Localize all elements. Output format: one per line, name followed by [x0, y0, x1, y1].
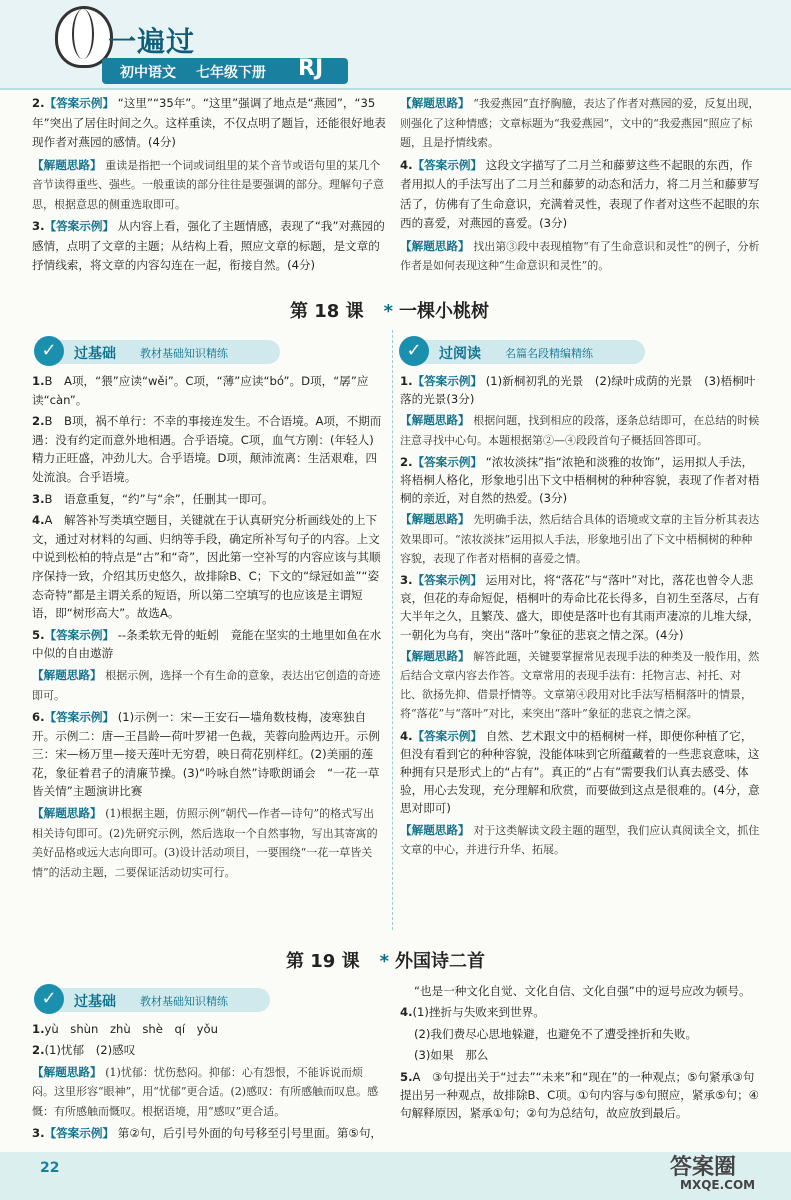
- check-icon: ✓: [34, 336, 64, 366]
- top-right-column: [400, 94, 760, 279]
- answer-entry: [400, 982, 760, 1000]
- section-subtitle: 教材基础知识精练: [140, 347, 228, 360]
- answer-entry: [400, 237, 760, 276]
- answer-entry: [32, 666, 384, 705]
- star-icon: *: [379, 951, 390, 972]
- answer-entry: [32, 372, 384, 409]
- column-divider: [392, 330, 393, 930]
- question-number: 5.: [400, 1069, 413, 1084]
- question-number: 1.: [32, 1022, 45, 1036]
- answer-entry: [400, 1046, 760, 1064]
- answer-entry: [32, 94, 388, 153]
- question-number: 4.: [400, 728, 413, 743]
- answer-text: “这里”“35年”。“这里”强调了地点是“燕园”，“35年”突出了居住时间之久。这样重读，不仅点明了题旨，还能很好地表现作者对燕园的感情。(4分): [32, 96, 386, 149]
- question-number: 6.: [32, 710, 45, 725]
- section-reading-header: [405, 340, 645, 364]
- lesson-18-heading: [290, 297, 489, 323]
- answer-entry: [400, 510, 760, 568]
- page-header: [0, 0, 791, 90]
- hint-text: (1)忧郁：忧伤愁闷。抑郁：心有怨恨，不能诉说而烦闷。这里形容“眼神”，用“忧郁”更合适。(2)感叹：有所感触而叹息。感慨：有所感触而慨叹。根据语境，用“感叹”更合适。: [32, 1065, 379, 1118]
- answer-entry: [32, 1041, 384, 1059]
- section-subtitle: 名篇名段精编精练: [505, 347, 593, 360]
- lesson-19-heading: [286, 947, 485, 973]
- check-icon: ✓: [34, 984, 64, 1014]
- answer-tag: 【答案示例】: [44, 627, 115, 642]
- answer-text: 从内容上看，强化了主题情感，表现了“我”对燕园的感情，点明了文章的主题；从结构上看，照应文章的标题，是文章的抒情线索，将文章的内容勾连在一起，衔接自然。(4分): [32, 219, 385, 272]
- lesson-title: 一棵小桃树: [399, 301, 490, 322]
- answer-tag: 【答案示例】: [412, 573, 483, 588]
- answer-tag: 【答案示例】: [44, 710, 115, 725]
- lesson-title: 外国诗二首: [395, 951, 486, 972]
- hint-tag: 【解题思路】: [32, 667, 102, 682]
- answer-text: (1)忧郁 (2)感叹: [44, 1043, 136, 1058]
- lesson-number: 第 18 课: [290, 301, 364, 322]
- section-title: 过基础: [74, 994, 116, 1010]
- answer-text: 自然、艺术跟文中的梧桐树一样，即便你种植了它，但没有看到它的种种容貌，没能体味到它所蕴藏着的一些悲哀意味，这种拥有只是形式上的“占有”。真正的“占有”需要我们认真去感受、体验，用心去发现，充分理解和欣赏，而要做到这点是很难的。(4分，意思对即可): [400, 728, 760, 816]
- question-number: 2.: [400, 454, 413, 469]
- answer-text: 第②句，后引号外面的句号移至引号里面。第⑤句，: [117, 1126, 383, 1141]
- top-left-column: [32, 94, 388, 279]
- question-number: 3.: [400, 573, 413, 588]
- mid-right-column: [400, 372, 760, 862]
- answer-entry: [400, 453, 760, 508]
- question-number: 3.: [32, 1126, 45, 1141]
- answer-tag: 【答案示例】: [44, 219, 115, 233]
- hint-tag: 【解题思路】: [400, 413, 470, 428]
- watermark-url: MXQE.COM: [680, 1178, 756, 1192]
- lesson-number: 第 19 课: [286, 951, 360, 972]
- answer-text: B A项，“猥”应读“wěi”。C项，“薄”应读“bó”。D项，“孱”应读“càn”。: [32, 374, 369, 407]
- answer-tag: 【答案示例】: [412, 454, 483, 469]
- answer-entry: [32, 804, 384, 882]
- question-number: 4.: [32, 513, 45, 528]
- edition-label: RJ: [298, 56, 324, 81]
- mid-left-column: [32, 372, 384, 885]
- watermark-logo: 答案圈: [670, 1155, 737, 1180]
- bottom-left-column: [32, 1020, 384, 1145]
- answer-text: (1)示例一：宋—王安石—墙角数枝梅，凌寒独自开。示例二：唐—王昌龄—荷叶罗裙一色裁，芙蓉向脸两边开。示例三：宋—杨万里—接天莲叶无穷碧，映日荷花别样红。(2)美丽的莲花，象征着君子的清廉节操。(3)“吟咏自然”诗歌朗诵会 “一花一草皆关情”主题演讲比赛: [32, 710, 380, 799]
- answer-entry: [400, 411, 760, 449]
- answer-text: A ③句提出关于“过去”“未来”和“现在”的一种观点；⑤句紧承③句提出另一种观点，故排除B、C项。①句内容与⑤句照应，紧承⑤句；④句解释原因，紧承①句；②句为总结句，故应放到最后。: [400, 1069, 760, 1121]
- question-number: 3.: [32, 491, 45, 506]
- answer-text: 运用对比，将“落花”与“落叶”对比，落花也曾令人悲哀，但花的寿命短促，梧桐叶的寿命比花长得多，自初生至落尽，占有大半年之久，且繁茂、盛大，即使是落叶也有其雨声凄凉的儿堆大绿，一朝化为乌有，突出“落叶”象征的悲哀之情之深。(4分): [400, 573, 760, 642]
- question-number: 4.: [400, 157, 413, 172]
- hint-text: 重读是指把一个词或词组里的某个音节或语句里的某几个音节读得重些、强些。一般重读的部分往往是要强调的部分。理解句子意思，根据意思的侧重选取即可。: [32, 158, 384, 211]
- hint-text: 根据示例，选择一个有生命的意象，表达出它创造的奇迹即可。: [32, 668, 381, 702]
- section-title: 过基础: [74, 346, 116, 362]
- question-number: 2.: [32, 1043, 45, 1058]
- answer-entry: [32, 1124, 384, 1142]
- answer-entry: [400, 94, 760, 153]
- answer-text: “浓妆淡抹”指“浓艳和淡雅的妆饰”，运用拟人手法，将梧桐人格化，形象地引出下文中梧桐树的种种容貌，表现了作者对梧桐的亲近，对自然的热爱。(3分): [400, 454, 760, 506]
- answer-tag: 【答案示例】: [44, 96, 115, 110]
- answer-tag: 【答案示例】: [412, 157, 483, 172]
- answer-tag: 【答案示例】: [412, 728, 483, 743]
- question-number: 4.: [400, 1005, 413, 1020]
- question-number: 2.: [32, 96, 45, 110]
- answer-tag: 【答案示例】: [412, 374, 483, 388]
- answer-text: (1)挫折与失败来到世界。: [412, 1005, 545, 1020]
- answer-entry: [400, 1025, 760, 1043]
- answer-text: B B项，祸不单行：不幸的事接连发生。不合语境。A项，不期而遇：没有约定而意外地相遇。合乎语境。C项，血气方刚：(年轻人)精力正旺盛，冲劲儿大。合乎语境。D项，颠沛流离：生活艰难，四处流浪。合乎语境。: [32, 414, 382, 484]
- answer-text: “也是一种文化自觉、文化自信、文化自强”中的逗号应改为顿号。: [414, 984, 751, 998]
- answer-text: (1)新桐初乳的光景 (2)绿叶成荫的光景 (3)梧桐叶落的光景(3分): [400, 374, 756, 407]
- answer-entry: [32, 626, 384, 663]
- section-subtitle: 教材基础知识精练: [140, 995, 228, 1008]
- answer-entry: [32, 490, 384, 509]
- answer-entry: [32, 1020, 384, 1038]
- answer-entry: [32, 156, 388, 215]
- check-icon: ✓: [399, 336, 429, 366]
- hint-text: 解答此题，关键要掌握常见表现手法的种类及一般作用，然后结合文章内容去作答。文章常用的表现手法有：托物言志、衬托、对比、欲扬先抑、借景抒情等。文章第④段用对比手法写梧桐落叶的情景，将“落花”与“落叶”对比，来突出“落叶”象征的悲哀之情之深。: [400, 649, 760, 721]
- answer-entry: [400, 156, 760, 234]
- hint-tag: 【解题思路】: [400, 648, 470, 663]
- answer-text: (2)我们费尽心思地躲避，也避免不了遭受挫折和失败。: [414, 1026, 698, 1041]
- hint-text: 先明确手法，然后结合具体的语境或文章的主旨分析其表达效果即可。“浓妆淡抹”运用拟人手法，形象地引出了下文中梧桐树的种种容貌，表现了作者对梧桐的喜爱之情。: [400, 513, 760, 565]
- page-number: 22: [40, 1160, 60, 1176]
- section-basic-header: [40, 340, 280, 364]
- answer-entry: [400, 1003, 760, 1021]
- answer-entry: [32, 412, 384, 486]
- hint-tag: 【解题思路】: [400, 96, 470, 110]
- question-number: 3.: [32, 219, 45, 233]
- section-basic-header-2: [40, 988, 270, 1012]
- question-number: 2.: [32, 414, 45, 429]
- question-number: 1.: [400, 374, 413, 388]
- hint-text: 找出第③段中表现植物“有了生命意识和灵性”的例子，分析作者是如何表现这种“生命意识和灵性”的。: [400, 239, 760, 272]
- hint-text: “我爱燕园”直抒胸臆，表达了作者对燕园的爱，反复出现，则强化了这种情感；文章标题为“我爱燕园”，文中的“我爱燕园”照应了标题，且是抒情线索。: [400, 97, 760, 149]
- hint-text: 根据问题，找到相应的段落，逐条总结即可，在总结的时候注意寻找中心句。本题根据第②—④段段首句子概括回答即可。: [400, 414, 760, 447]
- answer-text: yù shùn zhù shè qí yǒu: [44, 1022, 218, 1036]
- hint-tag: 【解题思路】: [32, 806, 102, 821]
- answer-text: --条柔软无骨的蚯蚓 竟能在坚实的土地里如鱼在水中似的自由遨游: [32, 627, 382, 661]
- answer-entry: [400, 571, 760, 644]
- subject-label: 初中语文: [120, 65, 176, 81]
- question-number: 5.: [32, 627, 45, 642]
- hint-text: (1)根据主题，仿照示例“朝代—作者—诗句”的格式写出相关诗句即可。(2)先研究示例，然后选取一个自然事物，写出其寄寓的美好品格或远大志向即可。(3)设计活动项目，一要围绕“一花一草皆关情”的活动主题，二要保证活动切实可行。: [32, 807, 378, 879]
- grade-label: 七年级下册: [196, 65, 266, 81]
- answer-entry: [32, 1063, 384, 1121]
- answer-tag: 【答案示例】: [44, 1126, 115, 1141]
- answer-text: A 解答补写类填空题目，关键就在于认真研究分析画线处的上下文，通过对材料的勾画、归纳等手段，确定所补写句子的内容。上文中说到松柏的特点是“古”和“奇”，因此第一空补写的内容应该与其顺序保持一致，介绍其历史悠久，故排除B、C；下文的“绿冠如盖”“姿态奇特”都是主谓关系的短语，所以第二空填写的也应该是主谓短语，即“树形高大”。故选A。: [32, 513, 381, 621]
- answer-text: (3)如果 那么: [414, 1048, 489, 1063]
- hint-tag: 【解题思路】: [400, 822, 470, 837]
- hint-tag: 【解题思路】: [400, 238, 470, 253]
- hint-tag: 【解题思路】: [400, 512, 470, 527]
- answer-entry: [400, 821, 760, 859]
- hint-tag: 【解题思路】: [32, 157, 102, 172]
- star-icon: *: [383, 301, 394, 322]
- hint-tag: 【解题思路】: [32, 1064, 102, 1079]
- answer-entry: [32, 217, 388, 276]
- bottom-right-column: [400, 982, 760, 1126]
- brand-title: 一遍过: [108, 25, 196, 58]
- answer-entry: [400, 372, 760, 408]
- answer-entry: [400, 647, 760, 724]
- question-number: 1.: [32, 374, 45, 388]
- hint-text: 对于这类解读文段主题的题型，我们应认真阅读全文，抓住文章的中心，并进行升华、拓展。: [400, 823, 760, 856]
- answer-entry: [400, 727, 760, 818]
- answer-text: B 语意重复，“约”与“余”，任删其一即可。: [44, 491, 274, 506]
- answer-text: 这段文字描写了二月兰和藤萝这些不起眼的东西，作者用拟人的手法写出了二月兰和藤萝的动态和活力，将二月兰和藤萝写活了，仿佛有了生命意识，充满着灵性，表现了作者对这些不起眼的东西的喜爱，对燕园的喜爱。(3分): [400, 157, 760, 230]
- answer-entry: [32, 708, 384, 801]
- section-title: 过阅读: [439, 346, 481, 362]
- answer-entry: [400, 1068, 760, 1123]
- answer-entry: [32, 511, 384, 623]
